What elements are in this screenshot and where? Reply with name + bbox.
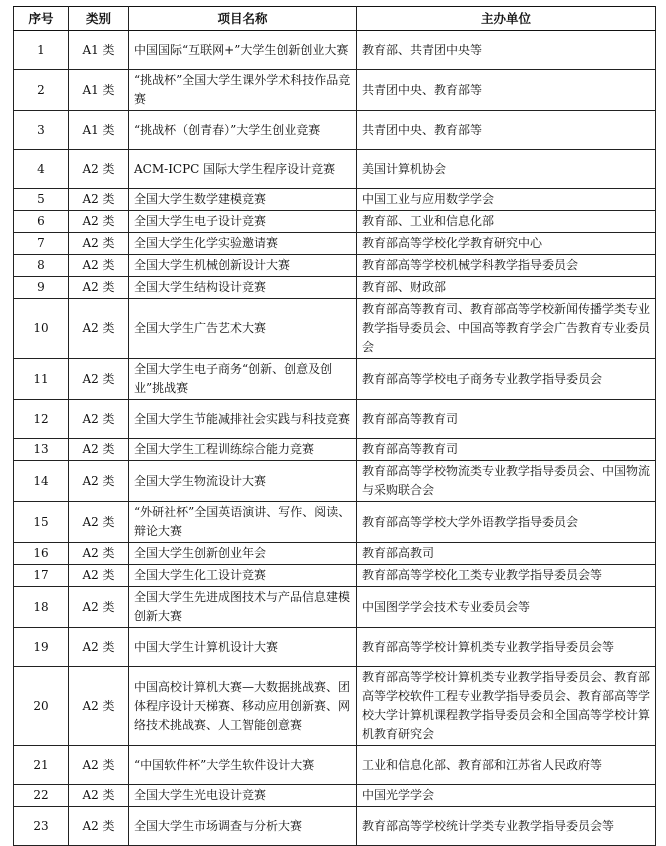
cell-category: A2 类 (69, 628, 129, 667)
cell-project-name: 中国国际“互联网+”大学生创新创业大赛 (129, 31, 357, 70)
cell-organizer: 共青团中央、教育部等 (357, 111, 656, 150)
cell-project-name: 中国大学生计算机设计大赛 (129, 628, 357, 667)
cell-no: 14 (14, 461, 69, 502)
cell-no: 5 (14, 189, 69, 211)
cell-organizer: 中国光学学会 (357, 785, 656, 807)
cell-organizer: 教育部高教司 (357, 543, 656, 565)
cell-no: 17 (14, 565, 69, 587)
cell-no: 2 (14, 70, 69, 111)
cell-no: 19 (14, 628, 69, 667)
cell-project-name: 全国大学生创新创业年会 (129, 543, 357, 565)
cell-category: A1 类 (69, 111, 129, 150)
cell-project-name: 全国大学生节能减排社会实践与科技竞赛 (129, 400, 357, 439)
cell-organizer: 中国图学学会技术专业委员会等 (357, 587, 656, 628)
cell-no: 23 (14, 807, 69, 846)
header-category: 类别 (69, 7, 129, 31)
table-row (14, 400, 656, 439)
table-row (14, 807, 656, 846)
table-row (14, 439, 656, 461)
cell-no: 16 (14, 543, 69, 565)
cell-project-name: 全国大学生电子商务“创新、创意及创业”挑战赛 (129, 359, 357, 400)
cell-project-name: “挑战杯（创青春）”大学生创业竞赛 (129, 111, 357, 150)
cell-organizer: 教育部高等学校统计学类专业教学指导委员会等 (357, 807, 656, 846)
cell-organizer: 教育部高等学校化工类专业教学指导委员会等 (357, 565, 656, 587)
cell-project-name: 全国大学生工程训练综合能力竞赛 (129, 439, 357, 461)
cell-no: 12 (14, 400, 69, 439)
cell-organizer: 教育部高等学校计算机类专业教学指导委员会、教育部高等学校软件工程专业教学指导委员会、教育部高等学校大学计算机课程教学指导委员会和全国高等学校计算机教育研究会 (357, 667, 656, 746)
cell-project-name: 全国大学生市场调查与分析大赛 (129, 807, 357, 846)
cell-category: A2 类 (69, 255, 129, 277)
cell-project-name: ACM-ICPC 国际大学生程序设计竞赛 (129, 150, 357, 189)
cell-category: A2 类 (69, 461, 129, 502)
cell-no: 11 (14, 359, 69, 400)
cell-no: 18 (14, 587, 69, 628)
cell-category: A2 类 (69, 359, 129, 400)
cell-category: A2 类 (69, 785, 129, 807)
cell-category: A1 类 (69, 31, 129, 70)
table-row (14, 785, 656, 807)
table-row (14, 233, 656, 255)
cell-project-name: 全国大学生物流设计大赛 (129, 461, 357, 502)
table-row (14, 150, 656, 189)
cell-category: A2 类 (69, 587, 129, 628)
cell-no: 21 (14, 746, 69, 785)
table-row (14, 543, 656, 565)
cell-organizer: 教育部高等学校大学外语教学指导委员会 (357, 502, 656, 543)
cell-category: A2 类 (69, 211, 129, 233)
cell-no: 13 (14, 439, 69, 461)
cell-no: 15 (14, 502, 69, 543)
cell-project-name: “外研社杯”全国英语演讲、写作、阅读、辩论大赛 (129, 502, 357, 543)
cell-organizer: 教育部高等学校机械学科教学指导委员会 (357, 255, 656, 277)
cell-project-name: 全国大学生光电设计竞赛 (129, 785, 357, 807)
cell-organizer: 工业和信息化部、教育部和江苏省人民政府等 (357, 746, 656, 785)
table-row (14, 746, 656, 785)
cell-no: 6 (14, 211, 69, 233)
cell-no: 22 (14, 785, 69, 807)
cell-category: A2 类 (69, 807, 129, 846)
cell-no: 7 (14, 233, 69, 255)
cell-category: A2 类 (69, 543, 129, 565)
cell-project-name: 全国大学生化工设计竞赛 (129, 565, 357, 587)
cell-no: 4 (14, 150, 69, 189)
table-row (14, 299, 656, 359)
cell-organizer: 教育部、财政部 (357, 277, 656, 299)
table-row (14, 277, 656, 299)
cell-organizer: 教育部、工业和信息化部 (357, 211, 656, 233)
table-row (14, 189, 656, 211)
cell-category: A2 类 (69, 746, 129, 785)
cell-category: A2 类 (69, 502, 129, 543)
header-no: 序号 (14, 7, 69, 31)
cell-project-name: “中国软件杯”大学生软件设计大赛 (129, 746, 357, 785)
cell-project-name: 全国大学生结构设计竞赛 (129, 277, 357, 299)
cell-no: 1 (14, 31, 69, 70)
table-row (14, 628, 656, 667)
table-row (14, 587, 656, 628)
cell-category: A2 类 (69, 150, 129, 189)
cell-project-name: 全国大学生先进成图技术与产品信息建模创新大赛 (129, 587, 357, 628)
cell-no: 20 (14, 667, 69, 746)
cell-organizer: 美国计算机协会 (357, 150, 656, 189)
cell-organizer: 教育部高等教育司、教育部高等学校新闻传播学类专业教学指导委员会、中国高等教育学会广告教育专业委员会 (357, 299, 656, 359)
table-row (14, 111, 656, 150)
cell-project-name: 全国大学生机械创新设计大赛 (129, 255, 357, 277)
cell-no: 3 (14, 111, 69, 150)
cell-organizer: 教育部高等教育司 (357, 439, 656, 461)
cell-category: A2 类 (69, 565, 129, 587)
table-row (14, 31, 656, 70)
cell-category: A2 类 (69, 233, 129, 255)
cell-no: 8 (14, 255, 69, 277)
cell-project-name: “挑战杯”全国大学生课外学术科技作品竞赛 (129, 70, 357, 111)
cell-organizer: 教育部高等学校计算机类专业教学指导委员会等 (357, 628, 656, 667)
cell-no: 10 (14, 299, 69, 359)
table-header-row (14, 7, 656, 31)
cell-category: A2 类 (69, 667, 129, 746)
table-row (14, 502, 656, 543)
cell-organizer: 教育部高等教育司 (357, 400, 656, 439)
table-row (14, 461, 656, 502)
table-row (14, 565, 656, 587)
cell-category: A1 类 (69, 70, 129, 111)
table-row (14, 211, 656, 233)
table-row (14, 667, 656, 746)
header-organizer: 主办单位 (357, 7, 656, 31)
table-row (14, 359, 656, 400)
cell-category: A2 类 (69, 400, 129, 439)
cell-organizer: 教育部高等学校物流类专业教学指导委员会、中国物流与采购联合会 (357, 461, 656, 502)
cell-no: 9 (14, 277, 69, 299)
cell-project-name: 全国大学生数学建模竞赛 (129, 189, 357, 211)
cell-organizer: 中国工业与应用数学学会 (357, 189, 656, 211)
cell-organizer: 教育部、共青团中央等 (357, 31, 656, 70)
cell-organizer: 共青团中央、教育部等 (357, 70, 656, 111)
cell-category: A2 类 (69, 439, 129, 461)
cell-category: A2 类 (69, 189, 129, 211)
cell-project-name: 全国大学生化学实验邀请赛 (129, 233, 357, 255)
header-name: 项目名称 (129, 7, 357, 31)
competition-table (13, 6, 656, 846)
table-row (14, 70, 656, 111)
table-row (14, 255, 656, 277)
cell-category: A2 类 (69, 299, 129, 359)
cell-project-name: 全国大学生广告艺术大赛 (129, 299, 357, 359)
cell-organizer: 教育部高等学校电子商务专业教学指导委员会 (357, 359, 656, 400)
competition-table-container (13, 6, 655, 846)
cell-project-name: 全国大学生电子设计竞赛 (129, 211, 357, 233)
cell-organizer: 教育部高等学校化学教育研究中心 (357, 233, 656, 255)
cell-category: A2 类 (69, 277, 129, 299)
cell-project-name: 中国高校计算机大赛—大数据挑战赛、团体程序设计天梯赛、移动应用创新赛、网络技术挑战赛、人工智能创意赛 (129, 667, 357, 746)
table-body (14, 31, 656, 846)
